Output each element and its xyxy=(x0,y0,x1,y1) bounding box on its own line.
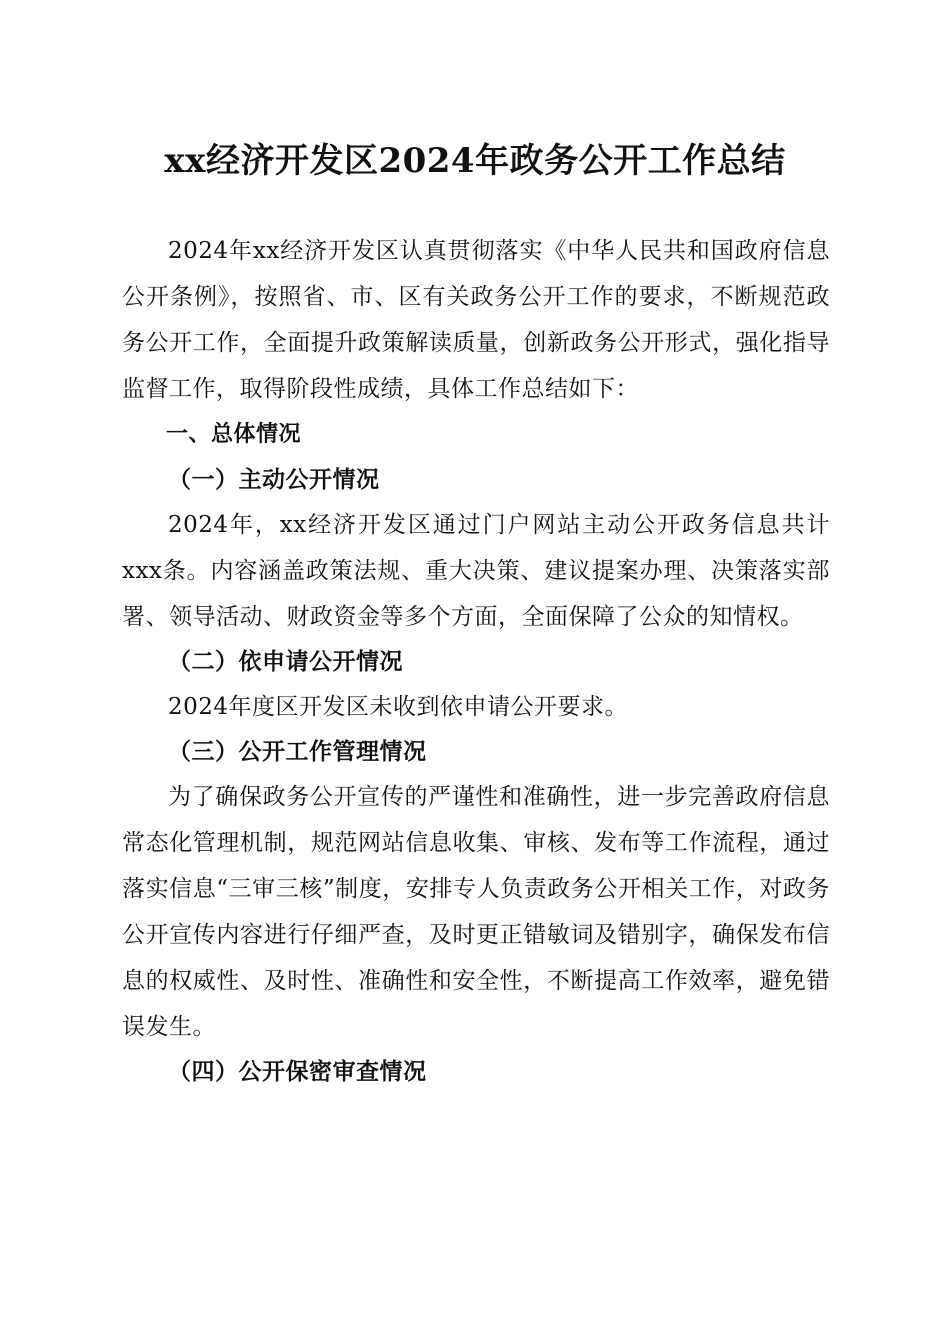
document-body xyxy=(122,228,830,1094)
application-disclosure-paragraph: 2024年度区开发区未收到依申请公开要求。 xyxy=(168,694,629,720)
document-title: xx经济开发区2024年政务公开工作总结 xyxy=(164,141,786,181)
subsection-heading-application-disclosure: （二）依申请公开情况 xyxy=(168,648,403,675)
subsection-heading-confidentiality-review: （四）公开保密审查情况 xyxy=(168,1058,427,1085)
management-paragraph: 为了确保政务公开宣传的严谨性和准确性，进一步完善政府信息常态化管理机制，规范网站信息收集、审核、发布等工作流程，通过落实信息“三审三核”制度，安排专人负责政务公开相关工作，对政务公开宣传内容进行仔细严查，及时更正错敏词及错别字，确保发布信息的权威性、及时性、准确性和安全性，不断提高工作效率，避免错误发生。 xyxy=(122,784,830,1040)
subsection-heading-management: （三）公开工作管理情况 xyxy=(168,738,427,765)
section-heading-overall: 一、总体情况 xyxy=(166,422,302,447)
subsection-heading-proactive-disclosure: （一）主动公开情况 xyxy=(168,466,380,493)
intro-paragraph: 2024年xx经济开发区认真贯彻落实《中华人民共和国政府信息公开条例》，按照省、市、区有关政务公开工作的要求，不断规范政务公开工作，全面提升政策解读质量，创新政务公开形式，强化指导监督工作，取得阶段性成绩，具体工作总结如下： xyxy=(122,238,830,402)
proactive-disclosure-paragraph: 2024年，xx经济开发区通过门户网站主动公开政务信息共计xxx条。内容涵盖政策法规、重大决策、建议提案办理、决策落实部署、领导活动、财政资金等多个方面，全面保障了公众的知情权。 xyxy=(122,512,830,630)
